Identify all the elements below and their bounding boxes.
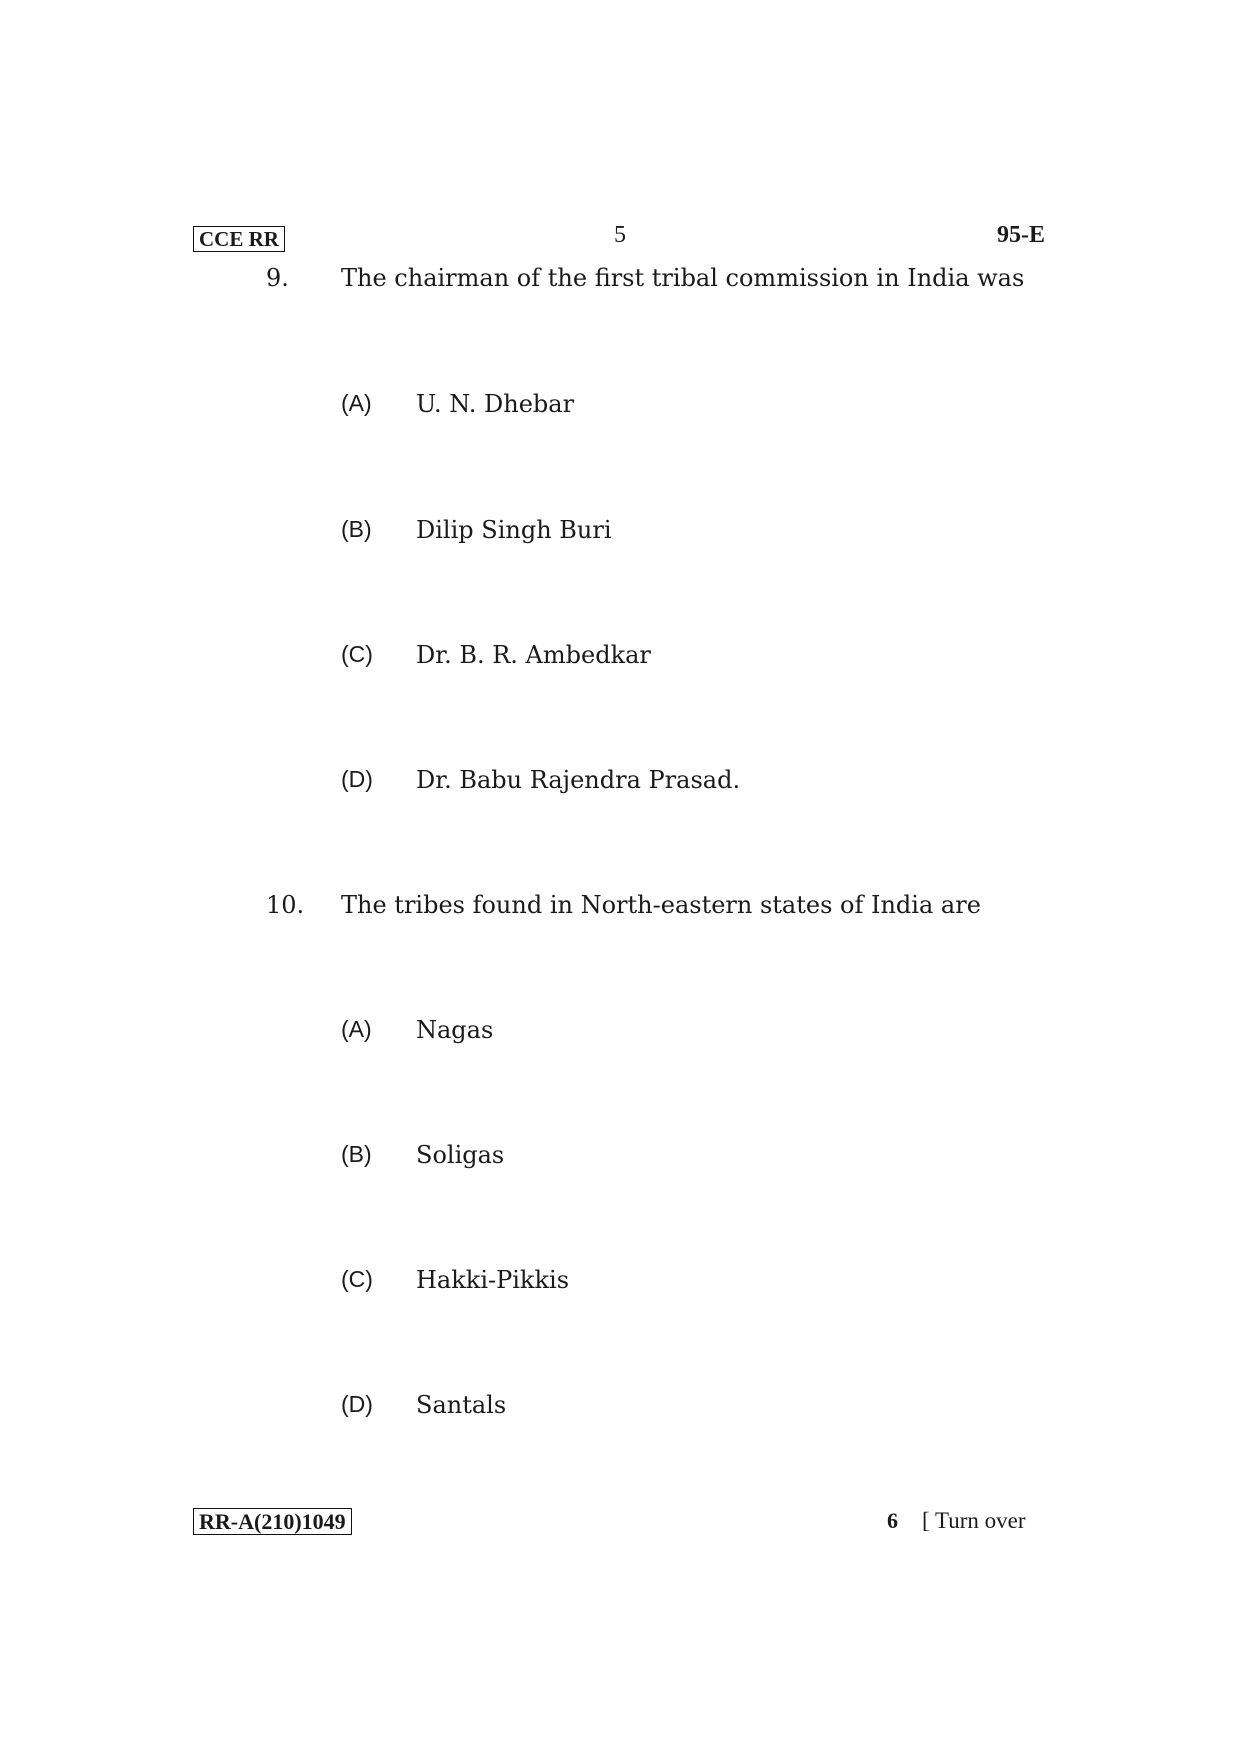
question-10-text: The tribes found in North-eastern states of India are bbox=[341, 891, 981, 919]
question-10-option-d-label: (D) bbox=[341, 1391, 373, 1417]
question-9-text: The chairman of the first tribal commission in India was bbox=[341, 264, 1025, 292]
question-9-option-d-text: Dr. Babu Rajendra Prasad. bbox=[416, 766, 741, 794]
question-9-option-b-text: Dilip Singh Buri bbox=[416, 516, 612, 544]
question-9-option-c-label: (C) bbox=[341, 641, 373, 667]
question-10-option-d-text: Santals bbox=[416, 1391, 507, 1419]
question-10-option-a-text: Nagas bbox=[416, 1016, 494, 1044]
question-10-option-c-label: (C) bbox=[341, 1266, 373, 1292]
question-9-option-a-label: (A) bbox=[341, 390, 372, 416]
question-9-option-b-label: (B) bbox=[341, 516, 372, 542]
question-10-option-c-text: Hakki-Pikkis bbox=[416, 1266, 570, 1294]
footer-code: RR-A(210)1049 bbox=[193, 1508, 352, 1535]
question-9-number: 9. bbox=[266, 264, 289, 292]
question-9-option-a-text: U. N. Dhebar bbox=[416, 390, 575, 418]
question-10-number: 10. bbox=[266, 891, 305, 919]
footer-turn-over: [ Turn over bbox=[922, 1508, 1026, 1533]
question-10-option-b-label: (B) bbox=[341, 1141, 372, 1167]
header-page-number: 5 bbox=[614, 222, 626, 248]
header-paper-code: 95-E bbox=[997, 222, 1045, 248]
question-10-option-a-label: (A) bbox=[341, 1016, 372, 1042]
question-10-option-b-text: Soligas bbox=[416, 1141, 505, 1169]
header-code: CCE RR bbox=[193, 226, 285, 252]
question-9-option-d-label: (D) bbox=[341, 766, 373, 792]
question-9-option-c-text: Dr. B. R. Ambedkar bbox=[416, 641, 651, 669]
footer-page-number: 6 bbox=[887, 1508, 898, 1533]
